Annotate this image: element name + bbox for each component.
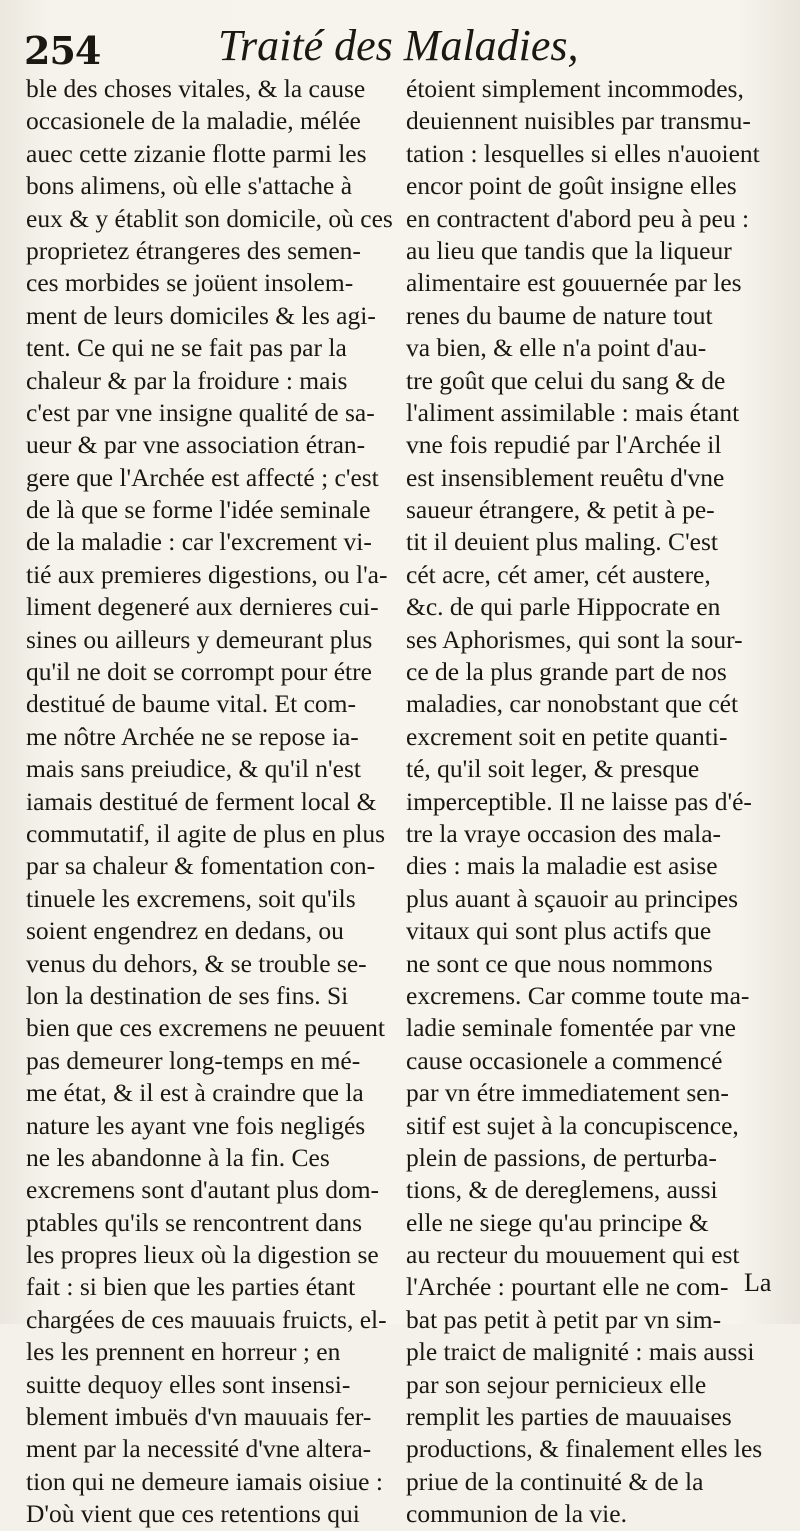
text-line: excrement soit en petite quanti- (406, 721, 728, 751)
text-line: va bien, & elle n'a point d'au- (406, 333, 707, 363)
text-line: sitif est sujet à la concupiscence, (406, 1110, 739, 1140)
text-line: té, qu'il soit leger, & presque (406, 754, 700, 784)
text-line: &c. de qui parle Hippocrate en (406, 592, 721, 622)
text-line: renes du baume de nature tout (406, 300, 713, 330)
text-line: auec cette zizanie flotte parmi les (26, 138, 367, 168)
text-line: excremens. Car comme toute ma- (406, 980, 750, 1010)
text-line: bat pas petit à petit par vn sim- (406, 1304, 722, 1334)
running-title: Traité des Maladies, (218, 21, 579, 70)
text-line: tent. Ce qui ne se fait pas par la (26, 333, 347, 363)
text-line: tion qui ne demeure iamais oisiue : (26, 1466, 383, 1496)
text-line: ne sont ce que nous nommons (406, 948, 713, 978)
text-line: destitué de baume vital. Et com- (26, 689, 356, 719)
text-line: étoient simplement incommodes, (406, 74, 744, 103)
text-line: par sa chaleur & fomentation con- (26, 851, 376, 881)
text-line: eux & y établit son domicile, où ces (26, 203, 393, 233)
text-line: tre goût que celui du sang & de (406, 365, 726, 395)
text-line: l'aliment assimilable : mais étant (406, 397, 740, 427)
text-line: lon la destination de ses fins. Si (26, 980, 349, 1010)
text-line: blement imbuës d'vn mauuais fer- (26, 1402, 372, 1432)
text-line: plus auant à sçauoir au principes (406, 883, 739, 913)
text-line: vitaux qui sont plus actifs que (406, 916, 712, 946)
text-line: gere que l'Archée est affecté ; c'est (26, 462, 379, 492)
text-line: c'est par vne insigne qualité de sa- (26, 397, 375, 427)
text-line: de la maladie : car l'excrement vi- (26, 527, 372, 557)
text-line: commutatif, il agite de plus en plus (26, 818, 386, 848)
text-line: encor point de goût insigne elles (406, 171, 737, 201)
text-line: ble des choses vitales, & la cause (26, 74, 366, 103)
catchword: La (744, 1268, 772, 1297)
text-line: cause occasionele a commencé (406, 1045, 723, 1075)
text-line: alimentaire est gouuernée par les (406, 268, 742, 298)
text-line: chargées de ces mauuais fruicts, el- (26, 1304, 387, 1334)
text-line: communion de la vie. (406, 1499, 627, 1529)
text-line: nature les ayant vne fois negligés (26, 1110, 366, 1140)
text-line: par son sejour pernicieux elle (406, 1369, 707, 1399)
text-line: au recteur du mouuement qui est (406, 1240, 740, 1270)
text-line: elle ne siege qu'au principe & (406, 1207, 709, 1237)
text-line: mais sans preiudice, & qu'il n'est (26, 754, 361, 784)
text-line: venus du dehors, & se trouble se- (26, 948, 367, 978)
text-line: tit il deuient plus maling. C'est (406, 527, 718, 557)
text-line: ce de la plus grande part de nos (406, 657, 727, 687)
text-line: vne fois repudié par l'Archée il (406, 430, 722, 460)
text-line: liment degeneré aux dernieres cui- (26, 592, 379, 622)
text-line: tié aux premieres digestions, ou l'a- (26, 559, 388, 589)
right-text-column (406, 73, 768, 1531)
text-line: cét acre, cét amer, cét austere, (406, 559, 711, 589)
text-line: les propres lieux où la digestion se (26, 1240, 379, 1270)
text-line: en contractent d'abord peu à peu : (406, 203, 750, 233)
text-line: ptables qu'ils se rencontrent dans (26, 1207, 363, 1237)
text-line: ple traict de malignité : mais aussi (406, 1337, 755, 1367)
text-line: par vn étre immediatement sen- (406, 1078, 729, 1108)
text-line: iamais destitué de ferment local & (26, 786, 377, 816)
text-line: deuiennent nuisibles par transmu- (406, 106, 751, 136)
text-line: bien que ces excremens ne peuuent (26, 1013, 385, 1043)
text-line: soient engendrez en dedans, ou (26, 916, 344, 946)
text-line: au lieu que tandis que la liqueur (406, 235, 732, 265)
text-line: tation : lesquelles si elles n'auoient (406, 138, 760, 168)
text-line: qu'il ne doit se corrompt pour étre (26, 657, 372, 687)
text-line: fait : si bien que les parties étant (26, 1272, 356, 1302)
text-line: ses Aphorismes, qui sont la sour- (406, 624, 743, 654)
text-line: suitte dequoy elles sont insensi- (26, 1369, 351, 1399)
text-line: est insensiblement reuêtu d'vne (406, 462, 725, 492)
text-line: tions, & de dereglemens, aussi (406, 1175, 718, 1205)
text-line: occasionele de la maladie, mélée (26, 106, 361, 136)
page-header (0, 18, 800, 78)
text-line: saueur étrangere, & petit à pe- (406, 495, 715, 525)
text-line: me nôtre Archée ne se repose ia- (26, 721, 359, 751)
text-line: de là que se forme l'idée seminale (26, 495, 371, 525)
text-line: les les prennent en horreur ; en (26, 1337, 341, 1367)
text-line: chaleur & par la froidure : mais (26, 365, 348, 395)
text-line: plein de passions, de perturba- (406, 1142, 717, 1172)
text-line: productions, & finalement elles les (406, 1434, 763, 1464)
text-line: ment par la necessité d'vne altera- (26, 1434, 372, 1464)
text-line: ne les abandonne à la fin. Ces (26, 1142, 330, 1172)
text-line: maladies, car nonobstant que cét (406, 689, 739, 719)
text-line: sines ou ailleurs y demeurant plus (26, 624, 373, 654)
text-line: ment de leurs domiciles & les agi- (26, 300, 376, 330)
text-line: pas demeurer long-temps en mé- (26, 1045, 361, 1075)
text-line: imperceptible. Il ne laisse pas d'é- (406, 786, 752, 816)
text-line: proprietez étrangeres des semen- (26, 235, 361, 265)
text-line: ueur & par vne association étran- (26, 430, 366, 460)
text-line: ces morbides se joüent insolem- (26, 268, 354, 298)
page-number: 254 (24, 28, 101, 73)
text-line: dies : mais la maladie est asise (406, 851, 718, 881)
text-line: l'Archée : pourtant elle ne com- (406, 1272, 729, 1302)
text-line: tre la vraye occasion des mala- (406, 818, 722, 848)
text-line: ladie seminale fomentée par vne (406, 1013, 736, 1043)
text-line: tinuele les excremens, soit qu'ils (26, 883, 356, 913)
text-line: D'où vient que ces retentions qui (26, 1499, 360, 1529)
left-text-column (26, 73, 398, 1531)
text-line: bons alimens, où elle s'attache à (26, 171, 353, 201)
text-line: me état, & il est à craindre que la (26, 1078, 364, 1108)
text-line: remplit les parties de mauuaises (406, 1402, 732, 1432)
text-line: priue de la continuité & de la (406, 1466, 704, 1496)
text-line: excremens sont d'autant plus dom- (26, 1175, 380, 1205)
